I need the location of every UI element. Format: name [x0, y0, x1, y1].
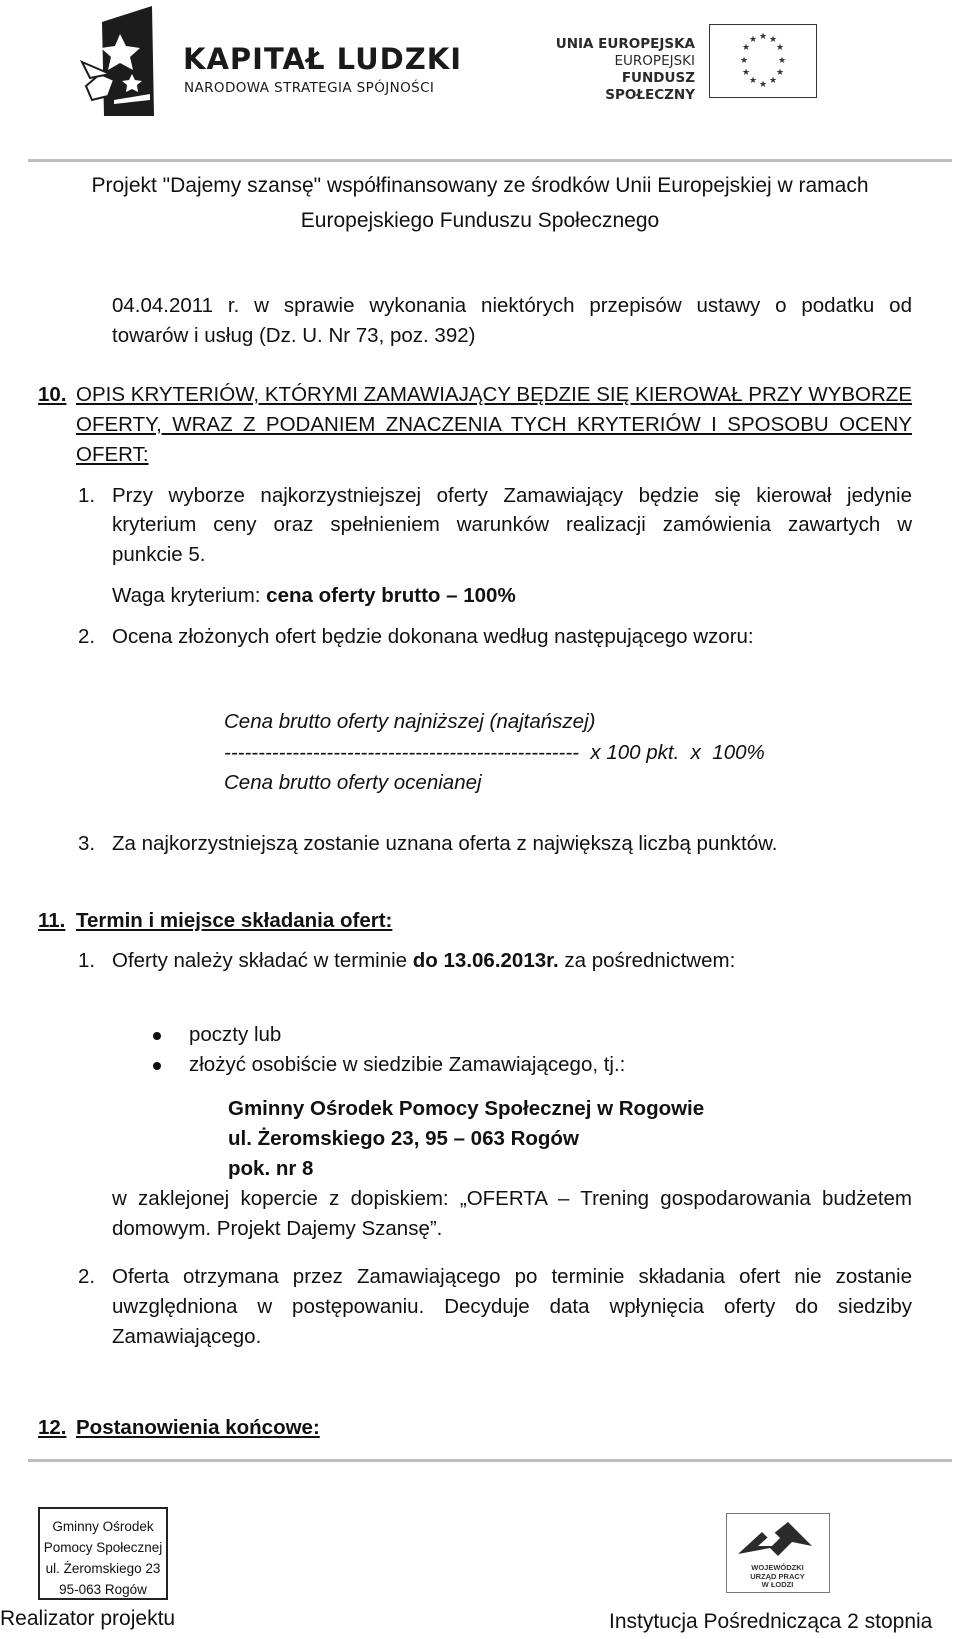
eu-logo-line1: UNIA EUROPEJSKA — [555, 36, 695, 52]
wup-emblem-icon — [728, 1516, 828, 1566]
s11-item-2-line-1: Oferta otrzymana przez Zamawiającego po terminie składania ofert nie zostanie — [112, 1265, 912, 1288]
section-10-heading-line-1: OPIS KRYTERIÓW, KTÓRYMI ZAMAWIAJĄCY BĘDZIE SIĘ KIEROWAŁ PRZY WYBORZE — [76, 383, 912, 406]
section-12-number: 12. — [38, 1416, 67, 1439]
wup-line-2: URZĄD PRACY — [750, 1571, 805, 1581]
s11-item-2-number: 2. — [78, 1265, 96, 1288]
project-line-1: Projekt "Dajemy szansę" współfinansowany ze środków Unii Europejskiej w ramach — [91, 174, 869, 197]
svg-text:★: ★ — [739, 56, 749, 66]
weight-value: cena oferty brutto – 100% — [266, 584, 516, 607]
address-line-3: pok. nr 8 — [228, 1157, 314, 1180]
header-divider — [28, 159, 952, 162]
svg-text:★: ★ — [775, 43, 785, 53]
kapital-ludzki-emblem-icon — [80, 4, 172, 116]
wup-line-3: W ŁODZI — [761, 1580, 794, 1589]
eu-logo-line2: EUROPEJSKI — [614, 53, 695, 69]
stamp-line-3: ul. Żeromskiego 23 — [45, 1561, 161, 1576]
svg-text:★: ★ — [777, 56, 787, 66]
s10-item-3-number: 3. — [78, 832, 96, 855]
weight-label: Waga kryterium: — [112, 584, 267, 607]
wup-logo — [726, 1513, 830, 1593]
bullet-1-text: poczty lub — [189, 1023, 282, 1046]
bullet-1 — [153, 1032, 161, 1040]
kapital-ludzki-logo — [80, 4, 463, 116]
svg-text:★: ★ — [741, 68, 751, 78]
kapital-ludzki-subtitle: NARODOWA STRATEGIA SPÓJNOŚCI — [184, 80, 435, 96]
svg-text:★: ★ — [741, 43, 751, 53]
eu-logo-line3: FUNDUSZ SPOŁECZNY — [605, 70, 695, 103]
svg-text:★: ★ — [768, 76, 778, 86]
formula-numerator: Cena brutto oferty najniższej (najtańszej) — [224, 710, 596, 733]
envelope-line-1: w zaklejonej kopercie z dopiskiem: „OFERTA – Trening gospodarowania budżetem — [112, 1187, 912, 1210]
formula-fraction-line: ---------------------------------------------------- x 100 pkt. x 100% — [224, 741, 765, 764]
s10-item-2-text: Ocena złożonych ofert będzie dokonana według następującego wzoru: — [112, 625, 754, 648]
s11-item-2-line-2: uwzględniona w postępowaniu. Decyduje data wpłynięcia oferty do siedziby — [112, 1295, 912, 1318]
svg-text:★: ★ — [748, 35, 758, 45]
stamp-line-1: Gminny Ośrodek — [52, 1519, 154, 1534]
address-line-2: ul. Żeromskiego 23, 95 – 063 Rogów — [228, 1127, 579, 1150]
stamp-line-4: 95-063 Rogów — [59, 1582, 147, 1597]
gops-stamp — [38, 1507, 168, 1600]
bullet-2 — [153, 1062, 161, 1070]
svg-text:★: ★ — [758, 32, 768, 42]
address-line-1: Gminny Ośrodek Pomocy Społecznej w Rogowie — [228, 1097, 705, 1120]
eu-flag-icon — [709, 24, 817, 98]
kapital-ludzki-title: KAPITAŁ LUDZKI — [183, 42, 463, 76]
s11-item-2-line-3: Zamawiającego. — [112, 1325, 262, 1348]
envelope-line-2: domowym. Projekt Dajemy Szansę”. — [112, 1217, 443, 1240]
svg-text:★: ★ — [768, 35, 778, 45]
footer-divider — [28, 1459, 952, 1462]
weight-line — [112, 581, 516, 611]
s10-item-1-line-3: punkcie 5. — [112, 543, 206, 566]
eu-logo — [548, 22, 818, 102]
s10-item-3-text: Za najkorzystniejszą zostanie uznana oferta z największą liczbą punktów. — [112, 832, 778, 855]
svg-text:★: ★ — [748, 76, 758, 86]
section-10-heading-line-2: OFERTY, WRAZ Z PODANIEM ZNACZENIA TYCH KRYTERIÓW I SPOSOBU OCENY — [76, 413, 912, 436]
s10-item-2-number: 2. — [78, 625, 96, 648]
project-line-2: Europejskiego Funduszu Społecznego — [300, 209, 660, 232]
s10-item-1-line-2: kryterium ceny oraz spełnieniem warunków realizacji zamówienia zawartych w — [112, 513, 912, 536]
intro-line-2: towarów i usług (Dz. U. Nr 73, poz. 392) — [112, 324, 476, 347]
section-10-number: 10. — [38, 383, 67, 406]
s11-deadline: do 13.06.2013r. — [412, 949, 559, 972]
instytucja-label: Instytucja Pośrednicząca 2 stopnia — [609, 1610, 933, 1633]
section-12-heading: Postanowienia końcowe: — [76, 1416, 320, 1439]
realizator-label: Realizator projektu — [0, 1607, 176, 1630]
s11-item-1-text — [112, 946, 735, 976]
svg-text:★: ★ — [775, 68, 785, 78]
bullet-2-text: złożyć osobiście w siedzibie Zamawiającego, tj.: — [189, 1053, 626, 1076]
svg-text:★: ★ — [758, 80, 768, 90]
s10-item-1-number: 1. — [78, 484, 96, 507]
section-11-number: 11. — [38, 909, 66, 932]
section-11-heading: Termin i miejsce składania ofert: — [76, 909, 393, 932]
s11-item-1-pre: Oferty należy składać w terminie — [112, 949, 413, 972]
wup-line-1: WOJEWÓDZKI — [751, 1563, 804, 1572]
s10-item-1-line-1: Przy wyborze najkorzystniejszej oferty Zamawiający będzie się kierował jedynie — [112, 484, 912, 507]
formula-denominator: Cena brutto oferty ocenianej — [224, 771, 482, 794]
section-10-heading-line-3: OFERT: — [76, 443, 149, 466]
stamp-line-2: Pomocy Społecznej — [43, 1540, 163, 1555]
s11-item-1-post: za pośrednictwem: — [558, 949, 736, 972]
s11-item-1-number: 1. — [78, 949, 96, 972]
intro-line-1: 04.04.2011 r. w sprawie wykonania niektórych przepisów ustawy o podatku od — [112, 294, 912, 317]
